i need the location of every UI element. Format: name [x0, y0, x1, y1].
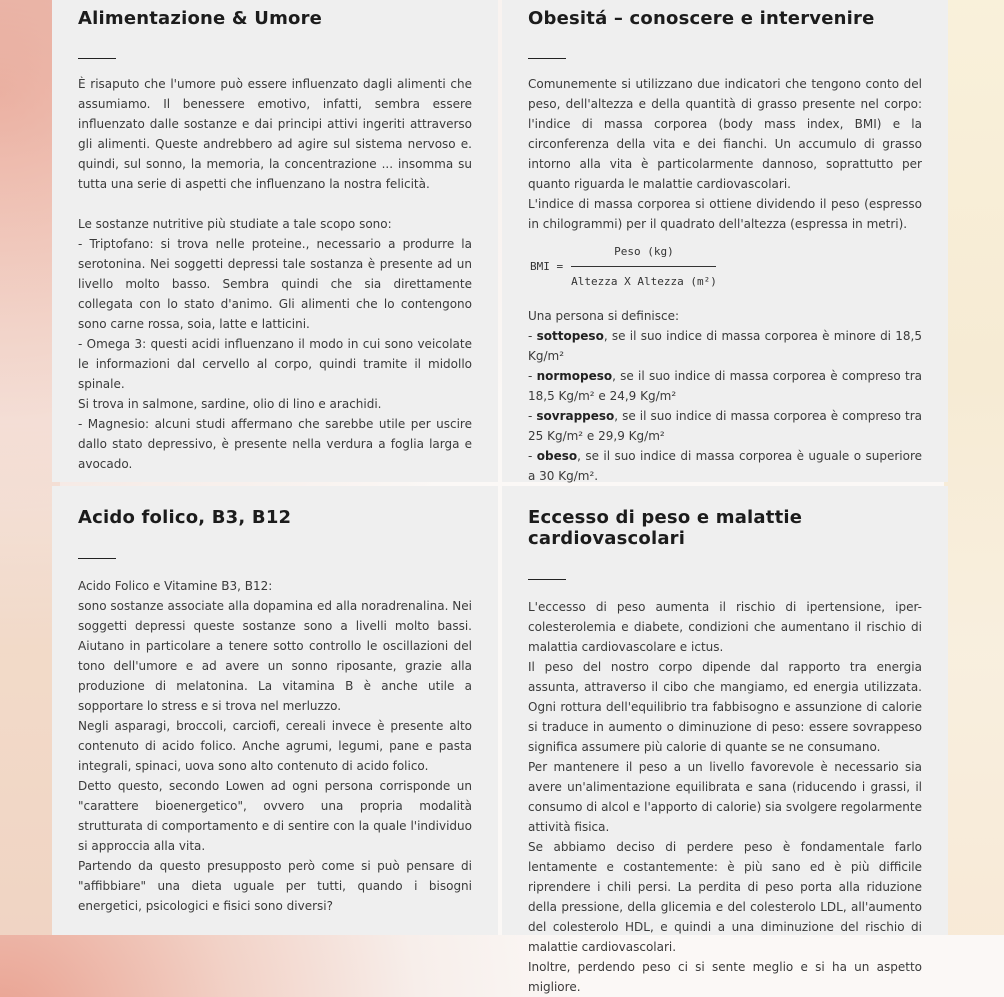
paragraph: sono sostanze associate alla dopamina ed alla noradrenalina. Nei soggetti depressi queste sostanze sono a livelli molto bassi. Aiutano in particolare a tenere sotto controllo le oscillazioni del tono dell'umore e ad avere un sonno riposante, grazie alla produzione di melatonina. La vitamina B è anche utile a sopportare lo stress e si trova nel merluzzo.: [78, 599, 472, 713]
card-title: Acido folico, B3, B12: [78, 507, 292, 528]
paragraph: L'indice di massa corporea si ottiene dividendo il peso (espresso in chilogrammi) per il quadrato dell'altezza (espressa in metri).: [528, 197, 922, 231]
formula-lhs: BMI =: [530, 260, 564, 273]
paragraph: Comunemente si utilizzano due indicatori che tengono conto del peso, dell'altezza e della quantità di grasso presente nel corpo: l'indice di massa corporea (body mass index, BMI) e la circonferenza della vita e dei fianchi. Un accumulo di grasso intorno alla vita è particolarmente dannoso, soprattutto per quanto riguarda le malattie cardiovascolari.: [528, 77, 922, 191]
list-item: - normopeso, se il suo indice di massa corporea è compreso tra 18,5 Kg/m² e 24,9 Kg/m²: [528, 369, 922, 403]
paragraph: L'eccesso di peso aumenta il rischio di ipertensione, iper-colesterolemia e diabete, condizioni che aumentano il rischio di malattia cardiovascolare e ictus.: [528, 600, 922, 654]
card-title: Eccesso di peso e malattie cardiovascolari: [528, 507, 803, 549]
paragraph: - Triptofano: si trova nelle proteine., necessario a produrre la serotonina. Nei soggetti depressi tale sostanza è presente ad un livello molto basso. Sembra quindi che sia direttamente collegata con lo stato d'animo. Gli alimenti che lo contengono sono carne rossa, soia, latte e latticini.: [78, 237, 472, 331]
term: obeso: [536, 449, 578, 463]
formula-denominator: Altezza X Altezza (m²): [571, 275, 717, 288]
card-alimentazione: [52, 0, 498, 482]
formula-fraction: [571, 242, 717, 292]
bmi-formula: [530, 242, 922, 292]
title-underline: [78, 558, 116, 559]
paragraph: Una persona si definisce:: [528, 309, 680, 323]
term: sovrappeso: [536, 409, 615, 423]
card-eccesso-peso: [502, 486, 948, 994]
card-acido-folico: [52, 486, 498, 935]
paragraph: - Magnesio: alcuni studi affermano che sarebbe utile per uscire dallo stato depressivo, è presente nella verdura a foglia larga e avocado.: [78, 417, 472, 471]
card-body: [78, 576, 472, 916]
paragraph: Inoltre, perdendo peso ci si sente meglio e si ha un aspetto migliore.: [528, 960, 922, 994]
title-underline: [528, 579, 566, 580]
card-body: [528, 597, 922, 997]
paragraph: Le sostanze nutritive più studiate a tale scopo sono:: [78, 217, 392, 231]
card-title: Alimentazione & Umore: [78, 8, 323, 29]
paragraph: Per mantenere il peso a un livello favorevole è necessario sia avere un'alimentazione equilibrata e sana (riducendo i grassi, il consumo di alcol e l'apporto di calorie) sia svolgere regolarmente attività fisica.: [528, 760, 922, 834]
card-obesita: [502, 0, 948, 482]
list-item: - obeso, se il suo indice di massa corporea è uguale o superiore a 30 Kg/m².: [528, 449, 922, 483]
paragraph: Detto questo, secondo Lowen ad ogni persona corrisponde un "carattere bioenergetico", ovvero una propria modalità strutturata di comportamento e di sentire con la quale l'individuo si approccia alla vita.: [78, 779, 472, 853]
card-title: Obesitá – conoscere e intervenire: [528, 8, 875, 29]
paragraph: Partendo da questo presupposto però come si può pensare di "affibbiare" una dieta uguale per tutti, quando i bisogni energetici, psicologici e fisici sono diversi?: [78, 859, 472, 913]
list-item: - sottopeso, se il suo indice di massa corporea è minore di 18,5 Kg/m²: [528, 329, 922, 363]
term: normopeso: [536, 369, 613, 383]
card-body: [78, 74, 472, 474]
list-item: - sovrappeso, se il suo indice di massa corporea è compreso tra 25 Kg/m² e 29,9 Kg/m²: [528, 409, 922, 443]
title-underline: [78, 58, 116, 59]
formula-numerator: Peso (kg): [614, 245, 674, 258]
paragraph: È risaputo che l'umore può essere influenzato dagli alimenti che assumiamo. Il benessere emotivo, infatti, sembra essere influenzato dalle sostanze e dai principi attivi ingeriti attraverso gli alimenti. Queste andrebbero ad agire sul sistema nervoso e. quindi, sul sonno, la memoria, la concentrazione ... insomma su tutta una serie di aspetti che influenzano la nostra felicità.: [78, 77, 472, 191]
term: sottopeso: [536, 329, 604, 343]
card-body: [528, 74, 922, 486]
paragraph: Si trova in salmone, sardine, olio di lino e arachidi.: [78, 397, 382, 411]
title-underline: [528, 58, 566, 59]
paragraph: Acido Folico e Vitamine B3, B12:: [78, 579, 273, 593]
cards-grid: [52, 0, 948, 994]
paragraph: Se abbiamo deciso di perdere peso è fondamentale farlo lentamente e costantemente: è più sano ed è più difficile riprendere i chili persi. La perdita di peso porta alla riduzione della pressione, della glicemia e del colesterolo LDL, all'aumento del colesterolo HDL, e quindi a una diminuzione del rischio di malattie cardiovascolari.: [528, 840, 922, 954]
background-fruit-right: [944, 0, 1004, 935]
background-fruit-left: [0, 0, 60, 935]
paragraph: - Omega 3: questi acidi influenzano il modo in cui sono veicolate le informazioni dal cervello al corpo, quindi tramite il midollo spinale.: [78, 337, 472, 391]
paragraph: Il peso del nostro corpo dipende dal rapporto tra energia assunta, attraverso il cibo che mangiamo, ed energia utilizzata. Ogni rottura dell'equilibrio tra fabbisogno e assunzione di calorie si traduce in aumento o diminuzione di peso: essere sovrappeso significa assumere più calorie di quante se ne consumano.: [528, 660, 922, 754]
paragraph: Negli asparagi, broccoli, carciofi, cereali invece è presente alto contenuto di acido folico. Anche agrumi, legumi, pane e pasta integrali, spinaci, uova sono alto contenuto di acido folico.: [78, 719, 472, 773]
